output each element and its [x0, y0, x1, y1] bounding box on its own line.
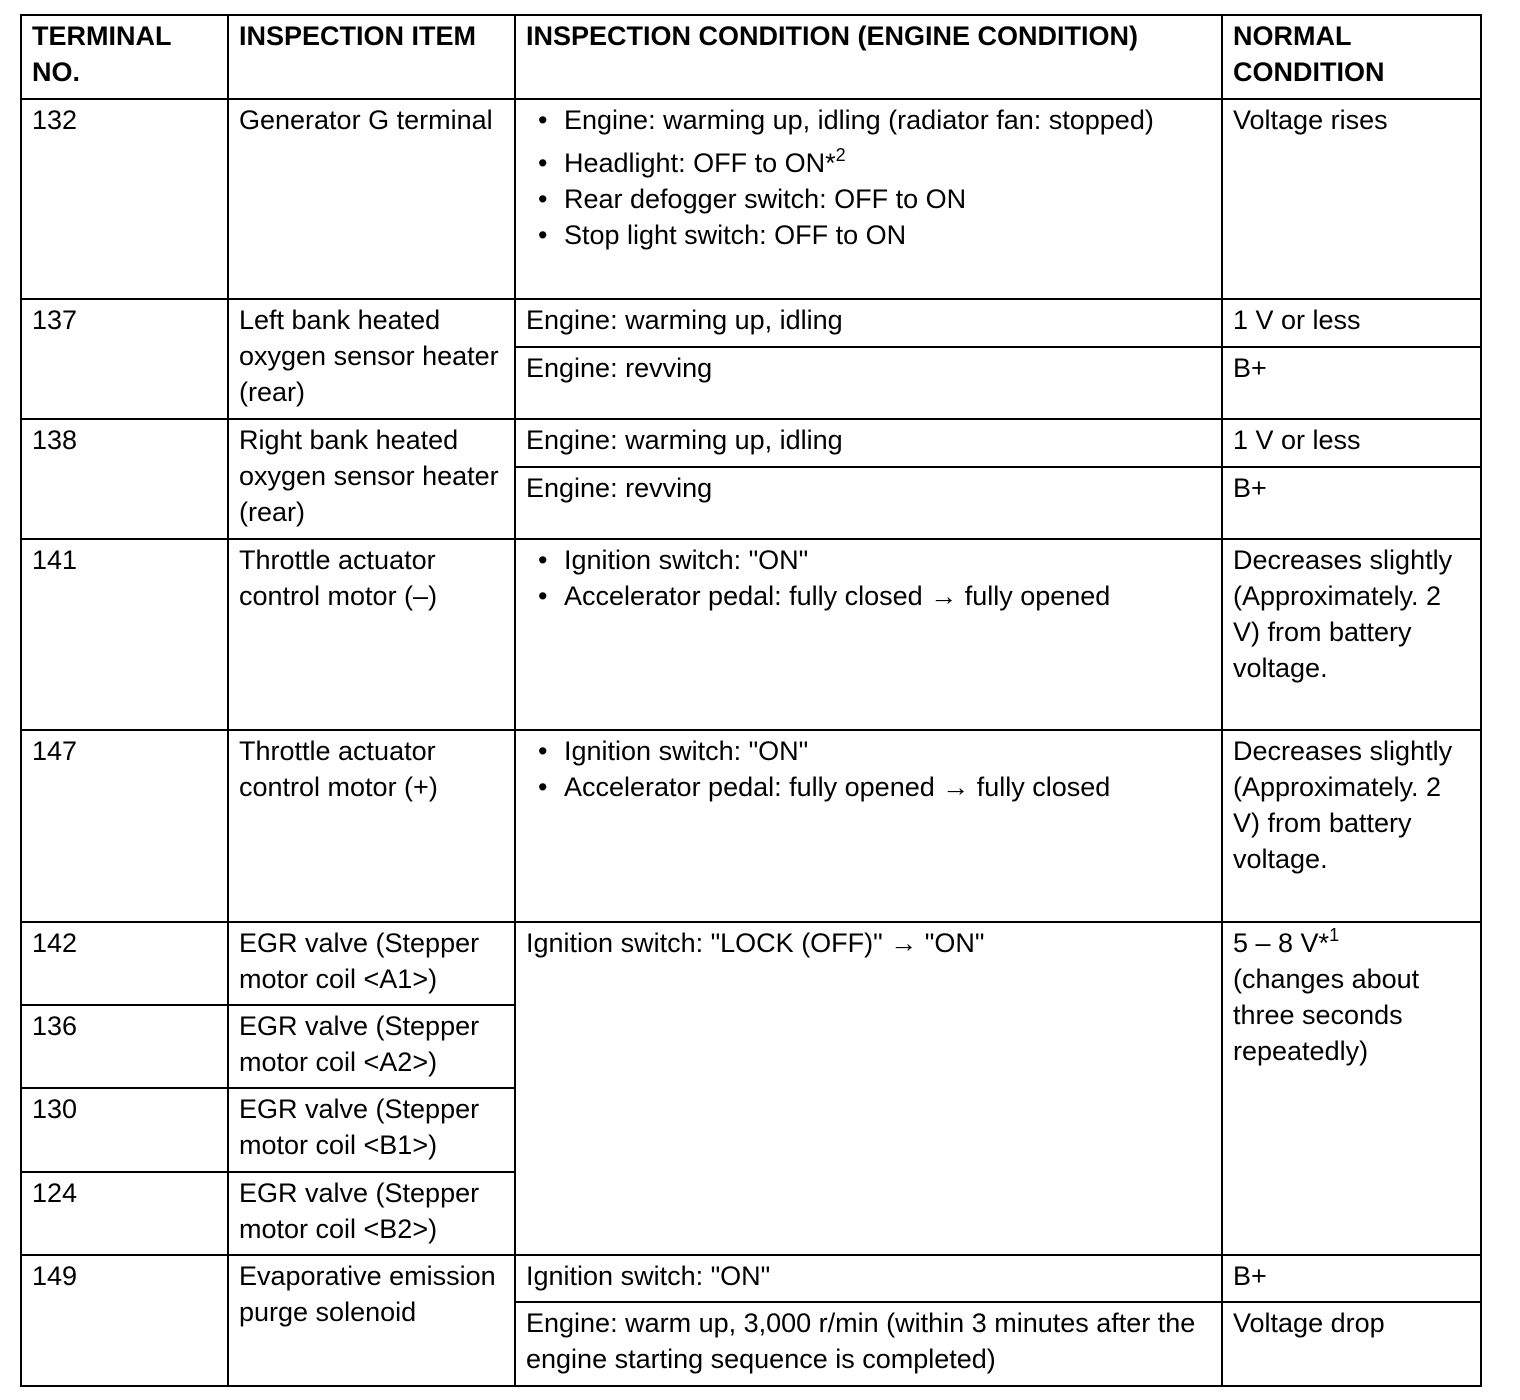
header-terminal-no: TERMINAL NO.	[21, 15, 228, 99]
table-row	[21, 922, 1481, 1005]
inspection-item: EGR valve (Stepper motor coil <A1>)	[228, 922, 515, 1005]
table-row	[21, 1255, 1481, 1302]
list-item: • Accelerator pedal: fully closed → fully opened	[526, 578, 1212, 614]
header-normal-condition: NORMAL CONDITION	[1222, 15, 1481, 99]
table-row	[21, 99, 1481, 299]
terminal-no: 136	[21, 1005, 228, 1088]
terminal-no: 147	[21, 730, 228, 922]
inspection-condition: Engine: revving	[515, 347, 1222, 419]
condition-list	[526, 542, 1212, 614]
terminal-no: 130	[21, 1088, 228, 1172]
normal-condition: Decreases slightly (Approximately. 2 V) from battery voltage.	[1222, 730, 1481, 922]
inspection-item: EGR valve (Stepper motor coil <B2>)	[228, 1172, 515, 1255]
terminal-inspection-table	[20, 14, 1482, 1387]
normal-condition: Decreases slightly (Approximately. 2 V) from battery voltage.	[1222, 539, 1481, 730]
terminal-no: 149	[21, 1255, 228, 1386]
inspection-condition	[515, 730, 1222, 922]
normal-condition: Voltage drop	[1222, 1302, 1481, 1386]
inspection-item: EGR valve (Stepper motor coil <A2>)	[228, 1005, 515, 1088]
header-inspection-condition: INSPECTION CONDITION (ENGINE CONDITION)	[515, 15, 1222, 99]
inspection-item: Right bank heated oxygen sensor heater (rear)	[228, 419, 515, 539]
list-item: • Stop light switch: OFF to ON	[526, 217, 1212, 253]
table-row	[21, 730, 1481, 922]
inspection-condition: Ignition switch: "ON"	[515, 1255, 1222, 1302]
list-item: • Engine: warming up, idling (radiator fan: stopped)	[526, 102, 1212, 138]
list-item: • Rear defogger switch: OFF to ON	[526, 181, 1212, 217]
footnote-mark: 1	[1329, 925, 1340, 945]
inspection-item: Throttle actuator control motor (–)	[228, 539, 515, 730]
table-row	[21, 539, 1481, 730]
table-row	[21, 299, 1481, 347]
inspection-condition: Ignition switch: "LOCK (OFF)" → "ON"	[515, 922, 1222, 1255]
inspection-condition: Engine: warming up, idling	[515, 419, 1222, 467]
normal-condition: B+	[1222, 1255, 1481, 1302]
list-item: • Ignition switch: "ON"	[526, 733, 1212, 769]
terminal-no: 132	[21, 99, 228, 299]
header-inspection-item: INSPECTION ITEM	[228, 15, 515, 99]
inspection-condition	[515, 99, 1222, 299]
inspection-condition: Engine: revving	[515, 467, 1222, 539]
normal-condition: 1 V or less	[1222, 299, 1481, 347]
terminal-no: 138	[21, 419, 228, 539]
list-item: • Accelerator pedal: fully opened → fully closed	[526, 769, 1212, 805]
inspection-condition: Engine: warm up, 3,000 r/min (within 3 minutes after the engine starting sequence is completed)	[515, 1302, 1222, 1386]
list-item: • Ignition switch: "ON"	[526, 542, 1212, 578]
inspection-condition	[515, 539, 1222, 730]
inspection-item: EGR valve (Stepper motor coil <B1>)	[228, 1088, 515, 1172]
table-row	[21, 419, 1481, 467]
inspection-item: Evaporative emission purge solenoid	[228, 1255, 515, 1386]
normal-note: (changes about three seconds repeatedly)	[1233, 964, 1420, 1066]
condition-list	[526, 102, 1212, 253]
condition-text: Headlight: OFF to ON*	[564, 148, 836, 178]
inspection-condition: Engine: warming up, idling	[515, 299, 1222, 347]
terminal-no: 142	[21, 922, 228, 1005]
terminal-no: 141	[21, 539, 228, 730]
normal-condition	[1222, 922, 1481, 1255]
normal-value: 5 – 8 V*	[1233, 928, 1330, 958]
condition-list	[526, 733, 1212, 805]
inspection-item: Left bank heated oxygen sensor heater (rear)	[228, 299, 515, 419]
footnote-mark: 2	[835, 145, 846, 165]
terminal-no: 124	[21, 1172, 228, 1255]
header-row	[21, 15, 1481, 99]
normal-condition: 1 V or less	[1222, 419, 1481, 467]
inspection-item: Throttle actuator control motor (+)	[228, 730, 515, 922]
normal-condition: B+	[1222, 347, 1481, 419]
normal-condition: B+	[1222, 467, 1481, 539]
terminal-no: 137	[21, 299, 228, 419]
normal-condition: Voltage rises	[1222, 99, 1481, 299]
list-item	[526, 145, 1212, 181]
inspection-item: Generator G terminal	[228, 99, 515, 299]
